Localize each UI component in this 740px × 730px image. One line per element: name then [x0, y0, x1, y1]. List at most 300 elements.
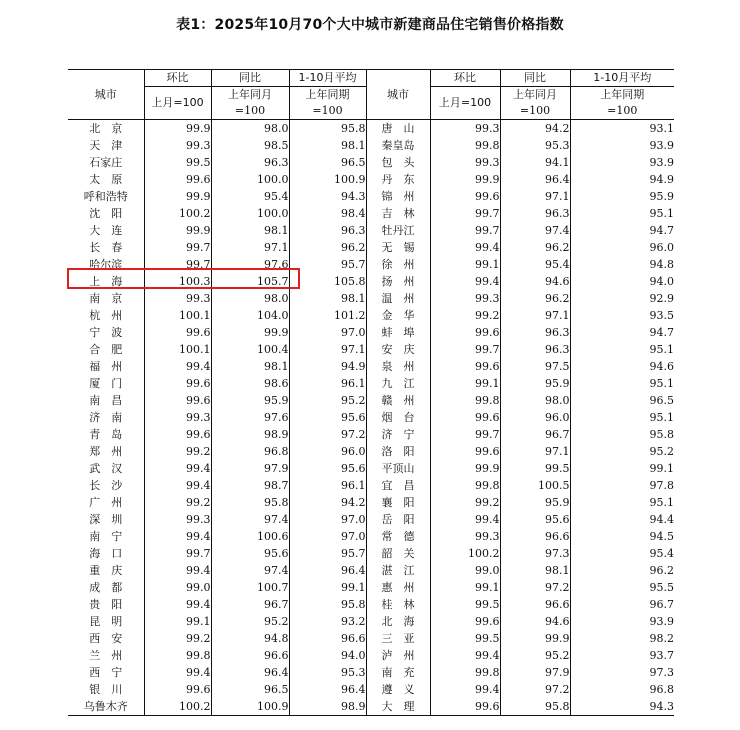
avg-cell: 96.2 — [570, 562, 674, 579]
city-name: 常 德 — [366, 528, 430, 545]
avg-cell: 96.5 — [570, 392, 674, 409]
city-name: 遵 义 — [366, 681, 430, 698]
table-row — [68, 256, 674, 273]
yoy-cell: 97.1 — [500, 307, 570, 324]
mom-cell: 99.3 — [430, 154, 500, 171]
mom-cell: 99.6 — [430, 409, 500, 426]
mom-cell: 99.1 — [144, 613, 211, 630]
avg-cell: 95.6 — [289, 460, 366, 477]
mom-cell: 99.3 — [144, 137, 211, 154]
avg-cell: 96.3 — [289, 222, 366, 239]
yoy-cell: 97.5 — [500, 358, 570, 375]
yoy-cell: 96.2 — [500, 290, 570, 307]
mom-cell: 99.0 — [430, 562, 500, 579]
city-name: 安 庆 — [366, 341, 430, 358]
yoy-cell: 97.1 — [211, 239, 289, 256]
mom-cell: 99.4 — [430, 681, 500, 698]
yoy-cell: 96.4 — [500, 171, 570, 188]
header-yoy-right: 同比 — [500, 70, 570, 87]
yoy-cell: 100.4 — [211, 341, 289, 358]
yoy-cell: 98.9 — [211, 426, 289, 443]
avg-cell: 95.5 — [570, 579, 674, 596]
yoy-cell: 96.3 — [500, 205, 570, 222]
table-row — [68, 171, 674, 188]
table-row — [68, 290, 674, 307]
mom-cell: 99.7 — [430, 222, 500, 239]
mom-cell: 99.6 — [144, 375, 211, 392]
avg-cell: 95.1 — [570, 341, 674, 358]
avg-cell: 99.1 — [289, 579, 366, 596]
avg-cell: 96.2 — [289, 239, 366, 256]
city-name: 太 原 — [89, 172, 123, 186]
table-row — [68, 154, 674, 171]
table-row — [68, 664, 674, 681]
city-name: 西 宁 — [89, 665, 123, 679]
avg-cell: 105.8 — [289, 273, 366, 290]
mom-cell: 99.9 — [144, 188, 211, 205]
table-row — [68, 443, 674, 460]
city-name: 上 海 — [89, 274, 123, 288]
yoy-cell: 97.1 — [500, 188, 570, 205]
city-name: 包 头 — [366, 154, 430, 171]
mom-cell: 99.7 — [144, 239, 211, 256]
avg-cell: 94.6 — [570, 358, 674, 375]
yoy-cell: 98.1 — [500, 562, 570, 579]
table-row — [68, 630, 674, 647]
mom-cell: 99.4 — [144, 358, 211, 375]
yoy-cell: 95.4 — [500, 256, 570, 273]
table-row — [68, 613, 674, 630]
avg-cell: 94.7 — [570, 324, 674, 341]
city-name: 赣 州 — [366, 392, 430, 409]
city-name: 天 津 — [89, 138, 123, 152]
city-name: 呼和浩特 — [83, 189, 128, 203]
avg-cell: 95.7 — [289, 256, 366, 273]
avg-cell: 96.1 — [289, 477, 366, 494]
avg-cell: 96.7 — [570, 596, 674, 613]
mom-cell: 99.4 — [430, 273, 500, 290]
yoy-cell: 105.7 — [211, 273, 289, 290]
city-name: 南 京 — [89, 291, 123, 305]
city-name: 襄 阳 — [366, 494, 430, 511]
city-name: 昆 明 — [89, 614, 123, 628]
yoy-cell: 96.0 — [500, 409, 570, 426]
mom-cell: 99.3 — [144, 290, 211, 307]
avg-cell: 101.2 — [289, 307, 366, 324]
mom-cell: 99.0 — [144, 579, 211, 596]
mom-cell: 99.8 — [144, 647, 211, 664]
avg-cell: 95.9 — [570, 188, 674, 205]
header-mom-right: 环比 — [430, 70, 500, 87]
avg-cell: 99.1 — [570, 460, 674, 477]
avg-cell: 96.1 — [289, 375, 366, 392]
city-name: 九 江 — [366, 375, 430, 392]
yoy-cell: 98.0 — [500, 392, 570, 409]
table-title: 表1：2025年10月70个大中城市新建商品住宅销售价格指数 — [176, 17, 564, 33]
avg-cell: 93.9 — [570, 613, 674, 630]
avg-cell: 93.9 — [570, 154, 674, 171]
mom-cell: 99.6 — [430, 613, 500, 630]
city-name: 扬 州 — [366, 273, 430, 290]
avg-cell: 92.9 — [570, 290, 674, 307]
header-mom-left: 环比 — [144, 70, 211, 87]
mom-cell: 100.3 — [144, 273, 211, 290]
mom-cell: 99.3 — [430, 290, 500, 307]
yoy-cell: 96.6 — [500, 528, 570, 545]
avg-cell: 96.4 — [289, 681, 366, 698]
yoy-cell: 99.9 — [211, 324, 289, 341]
yoy-cell: 95.9 — [500, 494, 570, 511]
yoy-cell: 97.9 — [500, 664, 570, 681]
city-name: 兰 州 — [89, 648, 123, 662]
city-name: 徐 州 — [366, 256, 430, 273]
yoy-cell: 97.3 — [500, 545, 570, 562]
avg-cell: 95.8 — [570, 426, 674, 443]
avg-cell: 94.8 — [570, 256, 674, 273]
yoy-cell: 94.2 — [500, 120, 570, 138]
city-name: 贵 阳 — [89, 597, 123, 611]
mom-cell: 99.1 — [430, 375, 500, 392]
avg-cell: 98.9 — [289, 698, 366, 716]
avg-cell: 95.8 — [289, 120, 366, 138]
mom-cell: 99.3 — [430, 120, 500, 138]
yoy-cell: 97.4 — [211, 562, 289, 579]
mom-cell: 99.2 — [144, 630, 211, 647]
avg-cell: 94.4 — [570, 511, 674, 528]
yoy-cell: 96.3 — [211, 154, 289, 171]
mom-cell: 99.1 — [430, 256, 500, 273]
yoy-cell: 100.5 — [500, 477, 570, 494]
city-name: 长 沙 — [89, 478, 123, 492]
city-name: 杭 州 — [89, 308, 123, 322]
city-name: 银 川 — [89, 682, 123, 696]
mom-cell: 99.3 — [144, 409, 211, 426]
mom-cell: 99.9 — [430, 171, 500, 188]
avg-cell: 95.6 — [289, 409, 366, 426]
yoy-cell: 96.7 — [211, 596, 289, 613]
yoy-cell: 96.6 — [211, 647, 289, 664]
mom-cell: 99.4 — [144, 477, 211, 494]
table-row — [68, 120, 674, 138]
city-name: 牡丹江 — [366, 222, 430, 239]
header-yoy-base1-left: 上年同月 — [211, 87, 289, 104]
mom-cell: 99.3 — [144, 511, 211, 528]
city-name: 三 亚 — [366, 630, 430, 647]
city-name: 沈 阳 — [89, 206, 123, 220]
avg-cell: 96.0 — [289, 443, 366, 460]
yoy-cell: 96.3 — [500, 324, 570, 341]
table-body — [68, 120, 674, 716]
mom-cell: 100.2 — [144, 205, 211, 222]
yoy-cell: 99.9 — [500, 630, 570, 647]
city-name: 大 连 — [89, 223, 123, 237]
city-name: 海 口 — [89, 546, 123, 560]
mom-cell: 99.8 — [430, 137, 500, 154]
avg-cell: 94.5 — [570, 528, 674, 545]
city-name: 惠 州 — [366, 579, 430, 596]
yoy-cell: 98.0 — [211, 290, 289, 307]
mom-cell: 99.2 — [430, 307, 500, 324]
yoy-cell: 96.8 — [211, 443, 289, 460]
table-row — [68, 511, 674, 528]
yoy-cell: 100.6 — [211, 528, 289, 545]
mom-cell: 100.1 — [144, 341, 211, 358]
mom-cell: 99.2 — [144, 494, 211, 511]
city-name: 北 京 — [89, 121, 123, 135]
avg-cell: 98.4 — [289, 205, 366, 222]
avg-cell: 95.1 — [570, 494, 674, 511]
city-name: 西 安 — [89, 631, 123, 645]
avg-cell: 96.8 — [570, 681, 674, 698]
yoy-cell: 96.2 — [500, 239, 570, 256]
yoy-cell: 95.8 — [500, 698, 570, 716]
header-mom-base-left: 上月=100 — [144, 87, 211, 120]
city-name: 无 锡 — [366, 239, 430, 256]
yoy-cell: 95.4 — [211, 188, 289, 205]
table-row — [68, 477, 674, 494]
avg-cell: 97.0 — [289, 528, 366, 545]
yoy-cell: 100.0 — [211, 205, 289, 222]
table-row — [68, 324, 674, 341]
yoy-cell: 97.4 — [211, 511, 289, 528]
city-name: 合 肥 — [89, 342, 123, 356]
mom-cell: 100.2 — [430, 545, 500, 562]
avg-cell: 98.2 — [570, 630, 674, 647]
avg-cell: 94.9 — [570, 171, 674, 188]
yoy-cell: 98.1 — [211, 358, 289, 375]
city-name: 南 昌 — [89, 393, 123, 407]
mom-cell: 99.7 — [430, 341, 500, 358]
header-avg-base2-left: =100 — [289, 103, 366, 120]
header-avg-base1-right: 上年同期 — [570, 87, 674, 104]
header-yoy-base1-right: 上年同月 — [500, 87, 570, 104]
city-name: 大 理 — [366, 698, 430, 716]
yoy-cell: 95.8 — [211, 494, 289, 511]
city-name: 乌鲁木齐 — [68, 698, 144, 716]
avg-cell: 96.4 — [289, 562, 366, 579]
city-name: 秦皇岛 — [366, 137, 430, 154]
table-row — [68, 137, 674, 154]
yoy-cell: 98.1 — [211, 222, 289, 239]
mom-cell: 99.4 — [430, 647, 500, 664]
price-index-table — [68, 69, 674, 716]
avg-cell: 93.7 — [570, 647, 674, 664]
city-name: 北 海 — [366, 613, 430, 630]
header-mom-base-right: 上月=100 — [430, 87, 500, 120]
mom-cell: 99.8 — [430, 477, 500, 494]
avg-cell: 95.1 — [570, 409, 674, 426]
header-city-right: 城市 — [366, 70, 430, 120]
table-row — [68, 562, 674, 579]
city-name: 青 岛 — [89, 427, 123, 441]
mom-cell: 99.7 — [430, 205, 500, 222]
mom-cell: 99.2 — [430, 494, 500, 511]
header-yoy-left: 同比 — [211, 70, 289, 87]
mom-cell: 99.3 — [430, 528, 500, 545]
mom-cell: 99.4 — [144, 596, 211, 613]
table-row — [68, 307, 674, 324]
header-yoy-base2-right: =100 — [500, 103, 570, 120]
mom-cell: 99.5 — [430, 630, 500, 647]
city-name: 韶 关 — [366, 545, 430, 562]
mom-cell: 99.5 — [430, 596, 500, 613]
avg-cell: 98.1 — [289, 137, 366, 154]
avg-cell: 94.2 — [289, 494, 366, 511]
table-row — [68, 460, 674, 477]
yoy-cell: 94.6 — [500, 613, 570, 630]
avg-cell: 96.5 — [289, 154, 366, 171]
mom-cell: 99.8 — [430, 392, 500, 409]
yoy-cell: 94.6 — [500, 273, 570, 290]
city-name: 郑 州 — [89, 444, 123, 458]
mom-cell: 99.7 — [144, 256, 211, 273]
yoy-cell: 99.5 — [500, 460, 570, 477]
city-name: 蚌 埠 — [366, 324, 430, 341]
yoy-cell: 100.7 — [211, 579, 289, 596]
mom-cell: 99.2 — [144, 443, 211, 460]
avg-cell: 93.9 — [570, 137, 674, 154]
yoy-cell: 95.3 — [500, 137, 570, 154]
city-name: 温 州 — [366, 290, 430, 307]
mom-cell: 99.4 — [430, 239, 500, 256]
city-name: 深 圳 — [89, 512, 123, 526]
city-name: 宁 波 — [89, 325, 123, 339]
table-row — [68, 409, 674, 426]
avg-cell: 94.0 — [570, 273, 674, 290]
yoy-cell: 97.4 — [500, 222, 570, 239]
avg-cell: 95.7 — [289, 545, 366, 562]
avg-cell: 94.3 — [570, 698, 674, 716]
table-row — [68, 579, 674, 596]
mom-cell: 99.7 — [144, 545, 211, 562]
city-name: 唐 山 — [366, 120, 430, 138]
avg-cell: 95.2 — [570, 443, 674, 460]
mom-cell: 99.6 — [430, 443, 500, 460]
city-name: 石家庄 — [89, 155, 123, 169]
mom-cell: 100.2 — [144, 698, 211, 716]
mom-cell: 99.6 — [144, 324, 211, 341]
mom-cell: 99.4 — [144, 528, 211, 545]
mom-cell: 99.6 — [430, 358, 500, 375]
mom-cell: 99.8 — [430, 664, 500, 681]
mom-cell: 99.9 — [144, 120, 211, 138]
yoy-cell: 96.4 — [211, 664, 289, 681]
city-name: 济 宁 — [366, 426, 430, 443]
yoy-cell: 95.9 — [500, 375, 570, 392]
table-row — [68, 681, 674, 698]
mom-cell: 99.6 — [430, 698, 500, 716]
yoy-cell: 95.6 — [211, 545, 289, 562]
city-name: 锦 州 — [366, 188, 430, 205]
yoy-cell: 98.6 — [211, 375, 289, 392]
table-row — [68, 426, 674, 443]
mom-cell: 99.4 — [430, 511, 500, 528]
city-name: 桂 林 — [366, 596, 430, 613]
yoy-cell: 95.6 — [500, 511, 570, 528]
city-name: 重 庆 — [89, 563, 123, 577]
mom-cell: 99.6 — [144, 392, 211, 409]
table-row — [68, 392, 674, 409]
yoy-cell: 96.3 — [500, 341, 570, 358]
yoy-cell: 104.0 — [211, 307, 289, 324]
avg-cell: 94.3 — [289, 188, 366, 205]
table-row — [68, 528, 674, 545]
header-avg-left: 1-10月平均 — [289, 70, 366, 87]
city-name: 平顶山 — [366, 460, 430, 477]
mom-cell: 99.4 — [144, 664, 211, 681]
header-avg-base2-right: =100 — [570, 103, 674, 120]
avg-cell: 98.1 — [289, 290, 366, 307]
avg-cell: 97.2 — [289, 426, 366, 443]
yoy-cell: 100.9 — [211, 698, 289, 716]
avg-cell: 93.2 — [289, 613, 366, 630]
table-row — [68, 698, 674, 716]
mom-cell: 99.1 — [430, 579, 500, 596]
mom-cell: 99.9 — [430, 460, 500, 477]
header-avg-right: 1-10月平均 — [570, 70, 674, 87]
table-row — [68, 358, 674, 375]
city-name: 烟 台 — [366, 409, 430, 426]
avg-cell: 97.8 — [570, 477, 674, 494]
city-name: 厦 门 — [89, 376, 123, 390]
city-name: 岳 阳 — [366, 511, 430, 528]
mom-cell: 99.7 — [430, 426, 500, 443]
mom-cell: 99.6 — [144, 681, 211, 698]
avg-cell: 95.4 — [570, 545, 674, 562]
avg-cell: 100.9 — [289, 171, 366, 188]
table-row — [68, 239, 674, 256]
mom-cell: 99.5 — [144, 154, 211, 171]
city-name: 济 南 — [89, 410, 123, 424]
yoy-cell: 97.6 — [211, 256, 289, 273]
yoy-cell: 97.6 — [211, 409, 289, 426]
yoy-cell: 96.7 — [500, 426, 570, 443]
yoy-cell: 97.2 — [500, 681, 570, 698]
avg-cell: 96.0 — [570, 239, 674, 256]
yoy-cell: 97.9 — [211, 460, 289, 477]
yoy-cell: 96.5 — [211, 681, 289, 698]
city-name: 金 华 — [366, 307, 430, 324]
yoy-cell: 100.0 — [211, 171, 289, 188]
yoy-cell: 95.9 — [211, 392, 289, 409]
city-name: 广 州 — [89, 495, 123, 509]
table-row — [68, 375, 674, 392]
avg-cell: 95.3 — [289, 664, 366, 681]
city-name: 长 春 — [89, 240, 123, 254]
city-name: 福 州 — [89, 359, 123, 373]
avg-cell: 95.1 — [570, 205, 674, 222]
city-name: 哈尔滨 — [89, 257, 123, 271]
city-name: 吉 林 — [366, 205, 430, 222]
table-row — [68, 494, 674, 511]
city-name: 成 都 — [89, 580, 123, 594]
avg-cell: 95.2 — [289, 392, 366, 409]
mom-cell: 100.1 — [144, 307, 211, 324]
table-row — [68, 545, 674, 562]
mom-cell: 99.6 — [430, 324, 500, 341]
table-row — [68, 647, 674, 664]
table-row — [68, 222, 674, 239]
city-name: 丹 东 — [366, 171, 430, 188]
table-row — [68, 341, 674, 358]
yoy-cell: 98.5 — [211, 137, 289, 154]
table-row — [68, 188, 674, 205]
avg-cell: 94.7 — [570, 222, 674, 239]
header-row-1 — [68, 70, 674, 87]
avg-cell: 96.6 — [289, 630, 366, 647]
header-yoy-base2-left: =100 — [211, 103, 289, 120]
table-row — [68, 596, 674, 613]
